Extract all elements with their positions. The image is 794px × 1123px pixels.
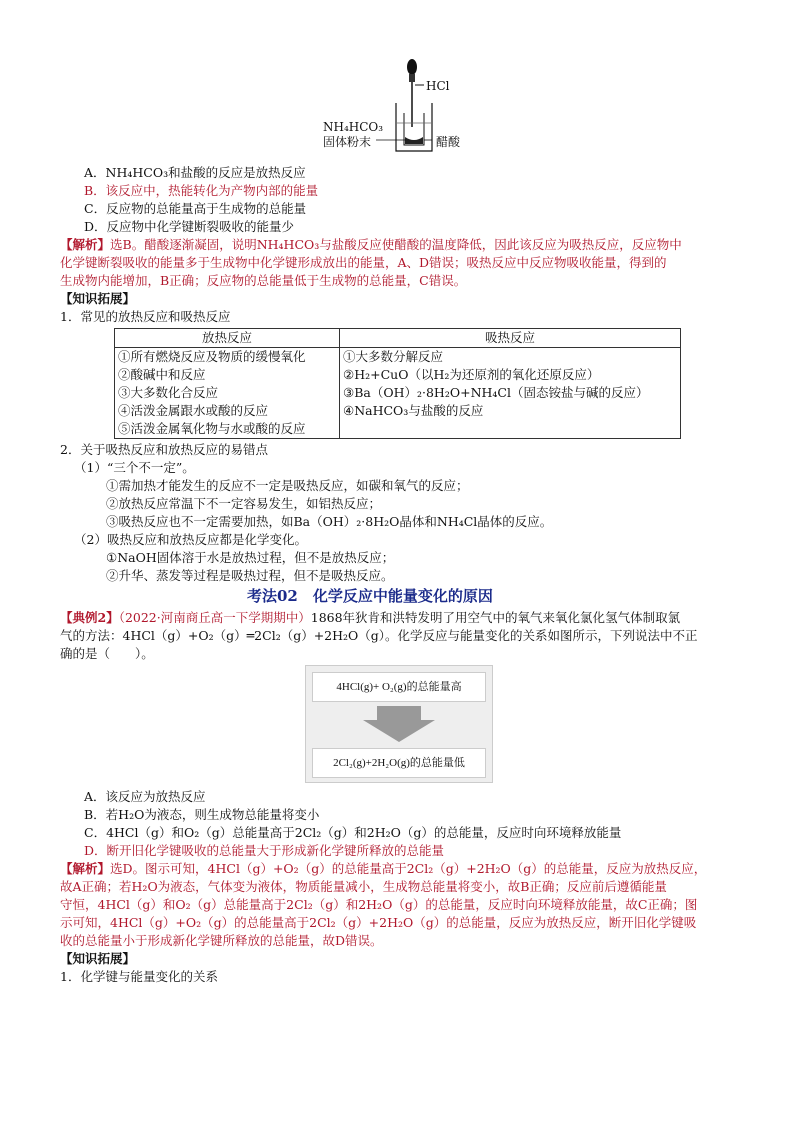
q1-option-c: C．反应物的总能量高于生成物的总能量 xyxy=(84,201,307,216)
sub2-point: ②升华、蒸发等过程是吸热过程，但不是吸热反应。 xyxy=(106,568,394,583)
reaction-table xyxy=(114,328,681,439)
table-header-endo: 吸热反应 xyxy=(340,329,681,348)
q2-analysis-line1 xyxy=(60,860,706,877)
q2-option-d: D．断开旧化学键吸收的总能量大于形成新化学键所释放的总能量 xyxy=(84,843,445,858)
q1-option-a: A．NH₄HCO₃和盐酸的反应是放热反应 xyxy=(84,165,306,180)
nh4hco3-label: NH₄HCO₃ xyxy=(323,120,384,134)
knowledge1-item2: 2．关于吸热反应和放热反应的易错点 xyxy=(60,442,268,457)
example2-line2: 气的方法：4HCl（g）+O₂（g）═2Cl₂（g）+2H₂O（g）。化学反应与能量变化的关系如图所示，下列说法中不正 xyxy=(60,628,698,643)
exo-item: ③大多数化合反应 xyxy=(118,385,219,400)
table-header-exo: 放热反应 xyxy=(115,329,340,348)
knowledge2-item1: 1．化学键与能量变化的关系 xyxy=(60,969,218,984)
q2-option-b: B．若H₂O为液态，则生成物总能量将变小 xyxy=(84,807,320,822)
q2-analysis-line3: 守恒，4HCl（g）和O₂（g）总能量高于2Cl₂（g）和2H₂O（g）的总能量，反应时向环境释放能量，故C正确；图 xyxy=(60,897,698,912)
q1-analysis-text1: 选B。醋酸逐渐凝固，说明NH₄HCO₃与盐酸反应使醋酸的温度降低，因此该反应为吸热反应，反应物中 xyxy=(110,237,682,252)
example2-line3: 确的是（ ）。 xyxy=(60,646,154,661)
example2-source: （2022·河南商丘高一下学期期中） xyxy=(118,610,311,625)
table-cell-endo xyxy=(340,348,681,439)
endo-item: ②H₂+CuO（以H₂为还原剂的氧化还原反应） xyxy=(343,367,600,382)
acetic-label: 醋酸 xyxy=(436,135,461,149)
sub2-point: ①NaOH固体溶于水是放热过程，但不是放热反应； xyxy=(106,550,395,565)
energy-high-box: 4HCl(g)+ O₂(g)的总能量高 xyxy=(312,672,486,702)
exo-item: ②酸碱中和反应 xyxy=(118,367,206,382)
q2-analysis-line5: 收的总能量小于形成新化学键所释放的总能量，故D错误。 xyxy=(60,933,383,948)
q2-option-a: A．该反应为放热反应 xyxy=(84,789,206,804)
energy-low-box: 2Cl₂(g)+2H₂O(g)的总能量低 xyxy=(312,748,486,778)
endo-item: ①大多数分解反应 xyxy=(343,349,444,364)
powder-label: 固体粉末 xyxy=(323,135,372,149)
q2-analysis-line2: 故A正确；若H₂O为液态，气体变为液体，物质能量减小，生成物总能量将变小，故B正确；反应前后遵循能量 xyxy=(60,879,667,894)
q2-analysis-text1: 选D。图示可知，4HCl（g）+O₂（g）的总能量高于2Cl₂（g）+2H₂O（g）的总能量，反应为放热反应， xyxy=(110,861,707,876)
q2-analysis-line4: 示可知，4HCl（g）+O₂（g）的总能量高于2Cl₂（g）+2H₂O（g）的总能量，反应为放热反应，断开旧化学键吸 xyxy=(60,915,697,930)
sub1-point: ①需加热才能发生的反应不一定是吸热反应，如碳和氧气的反应； xyxy=(106,478,469,493)
q1-analysis-line1 xyxy=(60,236,682,253)
exo-item: ④活泼金属跟水或酸的反应 xyxy=(118,403,269,418)
knowledge1-sub1: （1）“三个不一定”。 xyxy=(74,460,195,475)
q2-option-c: C．4HCl（g）和O₂（g）总能量高于2Cl₂（g）和2H₂O（g）的总能量，反应时向环境释放能量 xyxy=(84,825,622,840)
energy-diagram xyxy=(305,665,493,783)
sub1-point: ②放热反应常温下不一定容易发生，如铝热反应； xyxy=(106,496,382,511)
down-arrow-icon xyxy=(359,704,439,744)
knowledge1-heading: 【知识拓展】 xyxy=(60,291,136,306)
knowledge1-item1: 1．常见的放热反应和吸热反应 xyxy=(60,309,231,324)
example2-label: 【典例2】 xyxy=(60,610,119,625)
sub1-point: ③吸热反应也不一定需要加热，如Ba（OH）₂·8H₂O晶体和NH₄Cl晶体的反应。 xyxy=(106,514,553,529)
knowledge2-heading: 【知识拓展】 xyxy=(60,951,136,966)
q2-analysis-tag: 【解析】 xyxy=(60,861,111,876)
example2-line1 xyxy=(60,609,680,626)
knowledge1-sub2: （2）吸热反应和放热反应都是化学变化。 xyxy=(74,532,307,547)
example2-text1: 1868年狄肯和洪特发明了用空气中的氧气来氧化氯化氢气体制取氯 xyxy=(310,610,681,625)
q1-option-b: B．该反应中，热能转化为产物内部的能量 xyxy=(84,183,319,198)
exo-item: ①所有燃烧反应及物质的缓慢氧化 xyxy=(118,349,306,364)
q1-analysis-line3: 生成物内能增加，B正确；反应物的总能量低于生成物的总能量，C错误。 xyxy=(60,273,467,288)
section2-title: 考法02 化学反应中能量变化的原因 xyxy=(247,587,493,605)
endo-item: ④NaHCO₃与盐酸的反应 xyxy=(343,403,484,418)
q1-option-d: D．反应物中化学键断裂吸收的能量少 xyxy=(84,219,295,234)
q1-analysis-line2: 化学键断裂吸收的能量多于生成物中化学键形成放出的能量，A、D错误；吸热反应中反应物吸收能量，得到的 xyxy=(60,255,667,270)
exo-item: ⑤活泼金属氧化物与水或酸的反应 xyxy=(118,421,306,436)
q1-analysis-tag: 【解析】 xyxy=(60,237,111,252)
table-cell-exo xyxy=(115,348,340,439)
hcl-label: HCl xyxy=(426,79,450,93)
endo-item: ③Ba（OH）₂·8H₂O+NH₄Cl（固态铵盐与碱的反应） xyxy=(343,385,649,400)
